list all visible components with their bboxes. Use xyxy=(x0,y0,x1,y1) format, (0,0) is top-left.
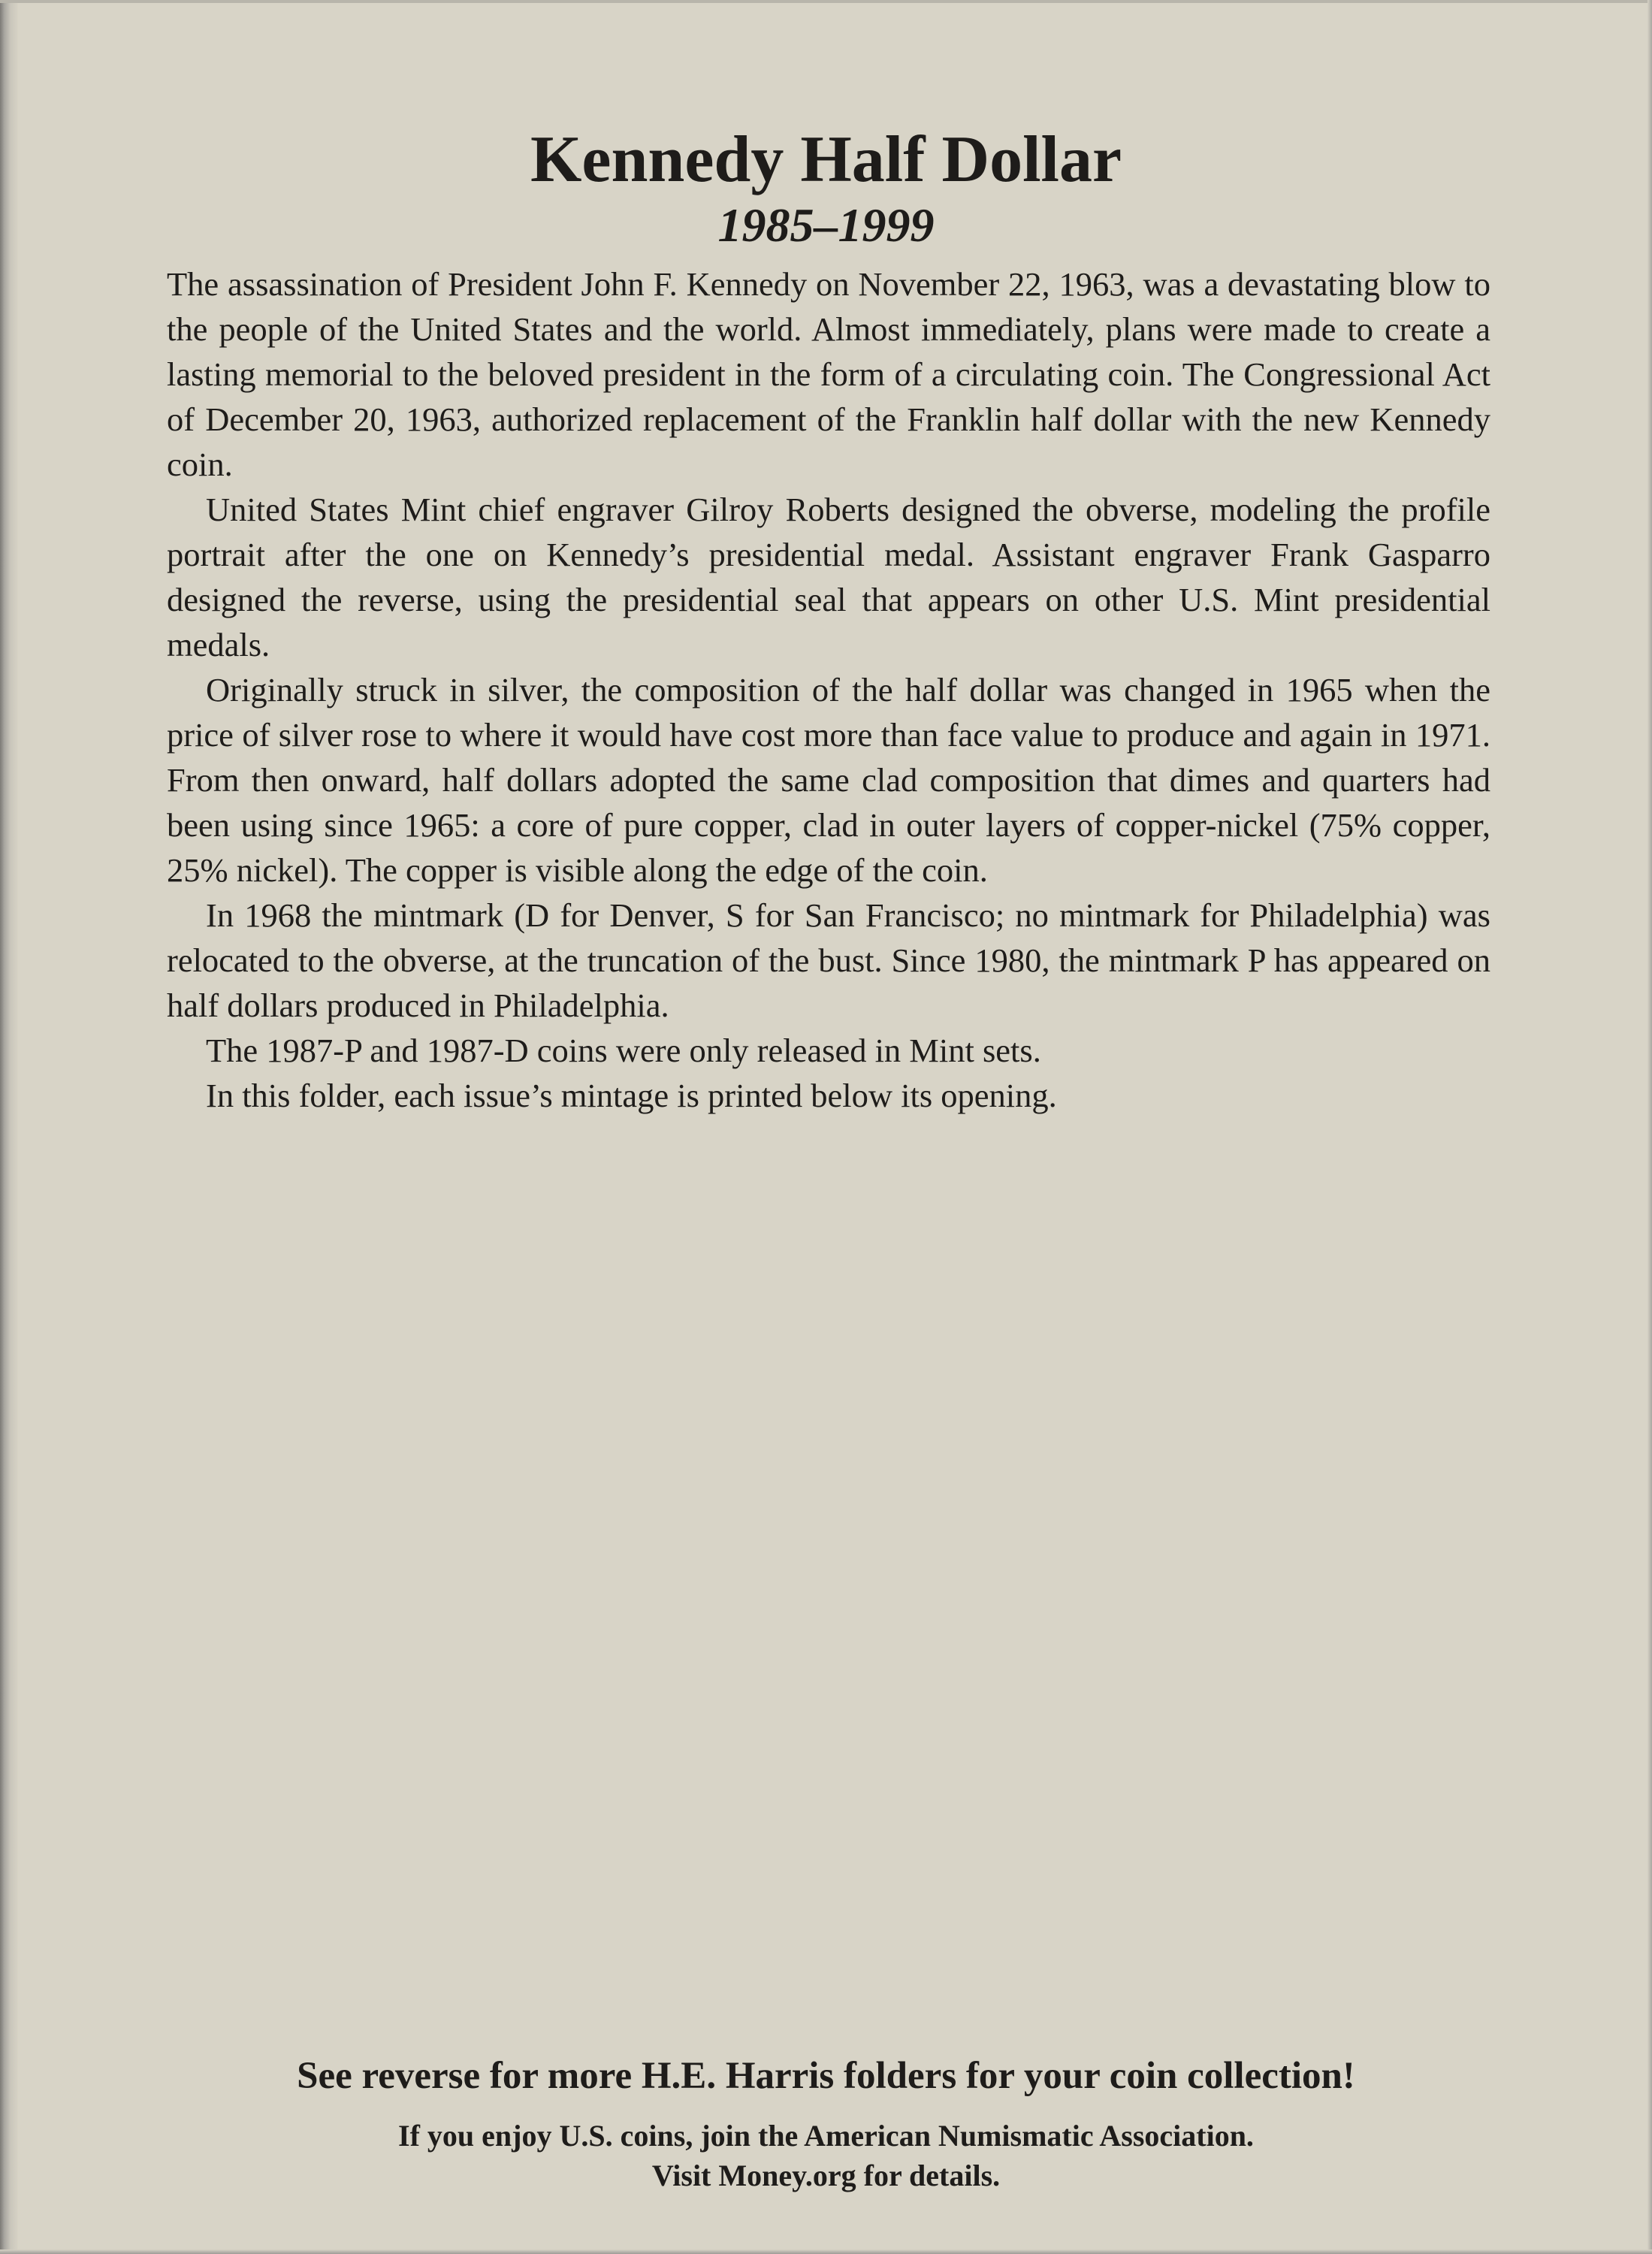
paragraph-mintage-note: In this folder, each issue’s mintage is printed below its opening. xyxy=(206,1077,1057,1114)
page-bottom-edge xyxy=(0,2249,1652,2254)
paragraph-design: United States Mint chief engraver Gilroy Roberts designed the obverse, modeling the profile portrait after the one on Kennedy’s presidential medal. Assistant engraver Frank Gasparro designed the reverse, using the presidential seal that appears on other U.S. Mint presidential medals. xyxy=(167,491,1490,663)
page-left-edge xyxy=(0,0,18,2254)
page-top-edge xyxy=(0,0,1652,3)
footer-headline: See reverse for more H.E. Harris folders for your coin collection! xyxy=(297,2055,1355,2097)
footer-line-website: Visit Money.org for details. xyxy=(651,2159,1001,2192)
footer-ana-note xyxy=(0,2116,1652,2195)
description-body xyxy=(167,261,1490,1118)
page-title: Kennedy Half Dollar xyxy=(530,123,1122,196)
paragraph-mint-sets: The 1987-P and 1987-D coins were only released in Mint sets. xyxy=(206,1032,1041,1069)
paragraph-mintmark: In 1968 the mintmark (D for Denver, S for San Francisco; no mintmark for Philadelphia) was relocated to the obverse, at the truncation of the bust. Since 1980, the mintmark P has appeared on half dollars produced in Philadelphia. xyxy=(167,896,1490,1024)
page-right-edge xyxy=(1647,0,1652,2254)
paragraph-assassination: The assassination of President John F. Kennedy on November 22, 1963, was a devastating blow to the people of the United States and the world. Almost immediately, plans were made to create a lasting memorial to the beloved president in the form of a circulating coin. The Congressional Act of December 20, 1963, authorized replacement of the Franklin half dollar with the new Kennedy coin. xyxy=(167,265,1490,483)
paragraph-composition: Originally struck in silver, the composition of the half dollar was changed in 1965 when the price of silver rose to where it would have cost more than face value to produce and again in 1971. From then onward, half dollars adopted the same clad composition that dimes and quarters had been using since 1965: a core of pure copper, clad in outer layers of copper-nickel (75% copper, 25% nickel). The copper is visible along the edge of the coin. xyxy=(167,671,1490,889)
footer-line-ana: If you enjoy U.S. coins, join the American Numismatic Association. xyxy=(398,2119,1254,2153)
date-range-subtitle: 1985–1999 xyxy=(717,198,935,252)
